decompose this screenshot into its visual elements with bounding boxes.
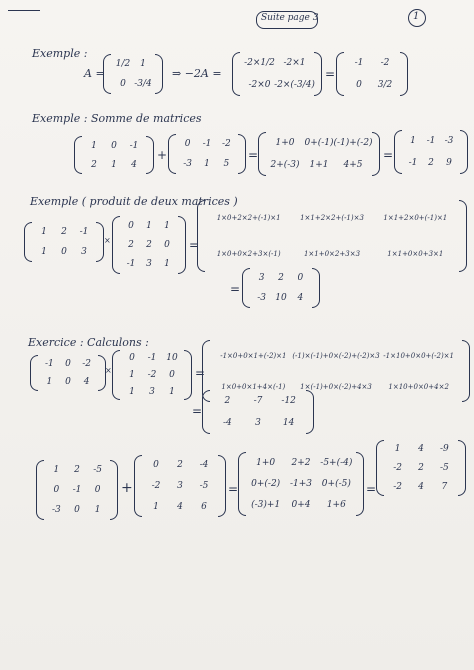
matrix-cell: 1×0+0×1+4×(-1)	[221, 382, 286, 391]
matrix-cell: 3	[177, 481, 183, 491]
matrix-right-bracket	[155, 54, 163, 94]
matrix-cell: -1+3	[289, 479, 313, 489]
matrix-cell: 1	[91, 140, 97, 151]
matrix-cell: -1	[129, 140, 139, 151]
matrix-cell: 0	[65, 377, 71, 387]
matrix-cell: -2×(-3/4)	[274, 80, 315, 90]
matrix-cell: 3/2	[377, 80, 393, 90]
matrix-cell: -3	[183, 159, 193, 169]
matrix-cell: 1×(-1)+0×(-2)+4×3	[300, 382, 372, 391]
matrix-cell: (-1)+(-2)	[333, 138, 373, 148]
matrix-cell: (-1)×(-1)+0×(-2)+(-2)×3	[292, 351, 380, 360]
corner-dash	[8, 10, 40, 11]
matrix-cell: 1	[41, 227, 47, 237]
ex2-matrix-1	[74, 136, 154, 174]
matrix-cell: -1	[44, 359, 54, 369]
matrix-cell: -2	[147, 370, 157, 380]
matrix-cell: 2+(-3)	[270, 160, 300, 170]
matrix-cell: 2	[428, 158, 434, 168]
ex2-matrix-2	[168, 134, 246, 174]
matrix-cell: 1	[164, 259, 170, 270]
matrix-left-bracket	[103, 54, 111, 94]
matrix-cell: 0	[65, 359, 71, 369]
matrix-right-bracket	[460, 130, 468, 174]
matrix-cell: 3	[258, 273, 265, 283]
matrix-cell: 1	[410, 136, 416, 146]
matrix-left-bracket	[30, 355, 38, 391]
matrix-right-bracket	[400, 52, 408, 96]
matrix-cell: 0+(-5)	[321, 479, 351, 489]
matrix-cell: 4	[297, 293, 304, 303]
matrix-cell: 1	[146, 220, 152, 231]
ex1-equals: =	[325, 67, 336, 81]
matrix-cell: -2	[82, 359, 92, 369]
matrix-cell: 2	[74, 465, 80, 475]
matrix-cell: 6	[201, 501, 207, 512]
matrix-cell: 0	[111, 140, 117, 151]
matrix-cell: -2×1	[283, 58, 306, 68]
ex3-matrix-3	[197, 200, 467, 272]
ex3-label: Exemple ( produit de deux matrices )	[30, 195, 238, 208]
ex1-matrix-c	[336, 52, 408, 96]
matrix-cell: -1	[354, 58, 364, 68]
matrix-cell: 1	[94, 505, 101, 515]
ex5-equals-1: =	[228, 482, 239, 496]
matrix-cell: -1×10+0×0+(-2)×1	[383, 351, 455, 360]
ex2-equals-1: =	[248, 148, 259, 162]
matrix-cell: 1+1	[309, 160, 329, 170]
matrix-cell: -3/4	[134, 79, 152, 89]
ex5-matrix-4	[376, 440, 466, 496]
matrix-cell: 0+(-1)	[304, 138, 334, 148]
matrix-cell: -1	[426, 136, 436, 146]
matrix-cell: 0	[53, 485, 60, 495]
matrix-left-bracket	[74, 136, 82, 174]
ex2-matrix-3	[258, 132, 380, 176]
matrix-cell: 0	[61, 247, 67, 257]
matrix-cell: -1	[408, 158, 418, 168]
matrix-cell: -3	[51, 505, 61, 515]
matrix-left-bracket	[24, 222, 32, 262]
matrix-cell: 2	[61, 227, 67, 237]
matrix-cell: 2	[418, 463, 424, 473]
matrix-cell: 1×1+2×0+(-1)×1	[383, 214, 448, 222]
matrix-cell: 0	[129, 353, 135, 364]
matrix-right-bracket	[146, 136, 154, 174]
matrix-left-bracket	[112, 216, 120, 274]
ex3-matrix-2	[112, 216, 186, 274]
matrix-cell: 1	[129, 370, 135, 380]
ex4-equals-2: =	[192, 404, 203, 418]
matrix-cell: 0	[94, 485, 101, 495]
matrix-cell: 0	[169, 370, 175, 380]
matrix-cell: 3	[81, 247, 87, 257]
matrix-cell: 0+4	[291, 500, 311, 511]
matrix-right-bracket	[314, 52, 322, 96]
ex4-matrix-4	[202, 390, 314, 434]
ex4-times: ×	[105, 366, 112, 375]
matrix-cell: 1	[204, 159, 210, 169]
ex2-plus: +	[157, 148, 168, 162]
ex1-matrix-a	[103, 54, 163, 94]
matrix-cell: 4	[418, 444, 424, 455]
matrix-cell: -5	[93, 465, 103, 475]
matrix-cell: -1	[147, 353, 157, 364]
matrix-cell: 0	[297, 273, 304, 283]
matrix-cell: -2	[151, 481, 161, 491]
matrix-cell: 0	[356, 80, 362, 90]
matrix-cell: -9	[439, 444, 449, 455]
ex3-equals-1: =	[189, 238, 200, 252]
matrix-cell: -12	[281, 396, 296, 406]
matrix-cell: -1	[79, 227, 89, 237]
matrix-cell: 1×0+2×2+(-1)×1	[216, 214, 281, 222]
matrix-right-bracket	[312, 268, 320, 308]
matrix-cell: 1	[41, 247, 47, 257]
page-number: 1	[413, 11, 420, 22]
matrix-cell: 1×1+2×2+(-1)×3	[300, 214, 364, 222]
matrix-right-bracket	[184, 350, 192, 400]
matrix-cell: -5	[439, 463, 449, 473]
matrix-right-bracket	[238, 134, 246, 174]
ex1-a-label: A =	[84, 67, 105, 80]
matrix-cell: -1	[126, 259, 136, 270]
matrix-right-bracket	[462, 340, 470, 402]
matrix-left-bracket	[202, 390, 210, 434]
matrix-right-bracket	[356, 452, 364, 516]
matrix-cell: 4	[177, 501, 183, 512]
matrix-right-bracket	[96, 222, 104, 262]
matrix-cell: 5	[223, 159, 230, 169]
matrix-cell: 4	[418, 481, 424, 492]
matrix-cell: -7	[253, 396, 263, 406]
ex2-matrix-4	[394, 130, 468, 174]
matrix-cell: 0	[164, 240, 170, 250]
ex5-matrix-1	[36, 460, 118, 520]
ex3-matrix-4	[242, 268, 320, 308]
page-label: Suite page 3	[261, 13, 319, 23]
matrix-cell: 1	[164, 220, 170, 231]
matrix-right-bracket	[178, 216, 186, 274]
ex2-equals-2: =	[383, 148, 394, 162]
matrix-right-bracket	[459, 200, 467, 272]
matrix-cell: 0	[128, 220, 134, 231]
matrix-cell: 1×1+0×2+3×3	[303, 250, 361, 258]
matrix-cell: -5	[199, 481, 209, 491]
ex4-equals-1: =	[195, 366, 206, 380]
matrix-cell: (-3)+1	[251, 500, 281, 511]
matrix-cell: -4	[199, 460, 209, 471]
matrix-cell: 1	[111, 159, 117, 170]
matrix-left-bracket	[232, 52, 240, 96]
matrix-cell: 10	[275, 293, 287, 303]
matrix-cell: -3	[257, 293, 267, 303]
matrix-right-bracket	[372, 132, 380, 176]
matrix-cell: 1×10+0×0+4×2	[388, 382, 449, 391]
ex5-matrix-3	[238, 452, 364, 516]
matrix-cell: 1+6	[326, 500, 346, 511]
matrix-cell: -4	[222, 418, 232, 428]
matrix-cell: 4	[131, 159, 137, 170]
matrix-cell: 2	[146, 240, 152, 250]
matrix-cell: -2×1/2	[244, 58, 275, 68]
matrix-left-bracket	[112, 350, 120, 400]
ex5-plus: +	[121, 480, 133, 496]
matrix-cell: -1	[202, 139, 212, 149]
matrix-left-bracket	[394, 130, 402, 174]
matrix-cell: 0	[184, 139, 191, 149]
matrix-cell: 4+5	[343, 160, 363, 170]
matrix-cell: 0	[120, 79, 126, 89]
matrix-cell: 0	[74, 505, 80, 515]
ex1-label: Exemple :	[32, 47, 88, 60]
matrix-cell: 10	[166, 353, 178, 364]
matrix-right-bracket	[458, 440, 466, 496]
matrix-left-bracket	[376, 440, 384, 496]
matrix-cell: 1	[394, 444, 401, 455]
ex3-equals-2: =	[230, 282, 241, 296]
matrix-cell: 2	[278, 273, 284, 283]
ex4-matrix-2	[112, 350, 192, 400]
matrix-cell: -2×0	[248, 80, 271, 90]
matrix-cell: -2	[221, 139, 231, 149]
matrix-cell: 1	[53, 465, 60, 475]
matrix-cell: 3	[255, 418, 261, 428]
matrix-cell: 2	[91, 159, 97, 170]
matrix-cell: -1	[72, 485, 82, 495]
matrix-cell: 1	[46, 377, 53, 387]
ex4-label: Exercice : Calculons :	[28, 336, 149, 349]
matrix-cell: 7	[441, 481, 448, 492]
matrix-left-bracket	[336, 52, 344, 96]
matrix-cell: -1×0+0×1+(-2)×1	[220, 351, 287, 360]
matrix-cell: 1	[140, 59, 146, 69]
ex3-times: ×	[104, 236, 111, 245]
matrix-left-bracket	[134, 455, 142, 517]
ex1-matrix-b	[232, 52, 322, 96]
ex5-matrix-2	[134, 455, 226, 517]
matrix-cell: 1	[169, 386, 175, 397]
matrix-cell: -2	[393, 463, 403, 473]
matrix-cell: -2	[380, 58, 390, 68]
matrix-left-bracket	[197, 200, 205, 272]
matrix-cell: 14	[282, 418, 295, 428]
matrix-cell: 2+2	[291, 457, 311, 468]
matrix-cell: 3	[149, 386, 155, 397]
matrix-cell: -5+(-4)	[320, 457, 353, 468]
matrix-right-bracket	[218, 455, 226, 517]
matrix-cell: 1	[129, 386, 135, 397]
matrix-left-bracket	[242, 268, 250, 308]
matrix-cell: 4	[83, 377, 90, 387]
ex1-arrow-expr: ⇒ −2A =	[172, 67, 222, 80]
ex3-matrix-1	[24, 222, 104, 262]
matrix-cell: 1×0+0×2+3×(-1)	[216, 250, 281, 258]
ex4-matrix-1	[30, 355, 106, 391]
matrix-cell: 0+(-2)	[251, 479, 281, 489]
matrix-cell: 3	[146, 259, 152, 270]
matrix-cell: 1+0	[275, 138, 295, 148]
matrix-cell: 2	[128, 240, 134, 250]
matrix-left-bracket	[258, 132, 266, 176]
matrix-right-bracket	[110, 460, 118, 520]
matrix-right-bracket	[306, 390, 314, 434]
matrix-cell: -2	[393, 481, 403, 492]
matrix-cell: 2	[224, 396, 231, 406]
matrix-cell: 1×1+0×0+3×1	[387, 250, 444, 258]
matrix-cell: 1	[153, 501, 159, 512]
matrix-cell: 1/2	[115, 59, 131, 69]
matrix-cell: 1+0	[256, 457, 276, 468]
matrix-left-bracket	[36, 460, 44, 520]
matrix-cell: -3	[444, 136, 454, 146]
matrix-left-bracket	[168, 134, 176, 174]
matrix-cell: 9	[446, 158, 452, 168]
ex5-equals-2: =	[366, 482, 377, 496]
matrix-cell: 2	[177, 460, 183, 471]
matrix-left-bracket	[238, 452, 246, 516]
ex2-label: Exemple : Somme de matrices	[32, 112, 202, 125]
matrix-cell: 0	[153, 460, 159, 471]
